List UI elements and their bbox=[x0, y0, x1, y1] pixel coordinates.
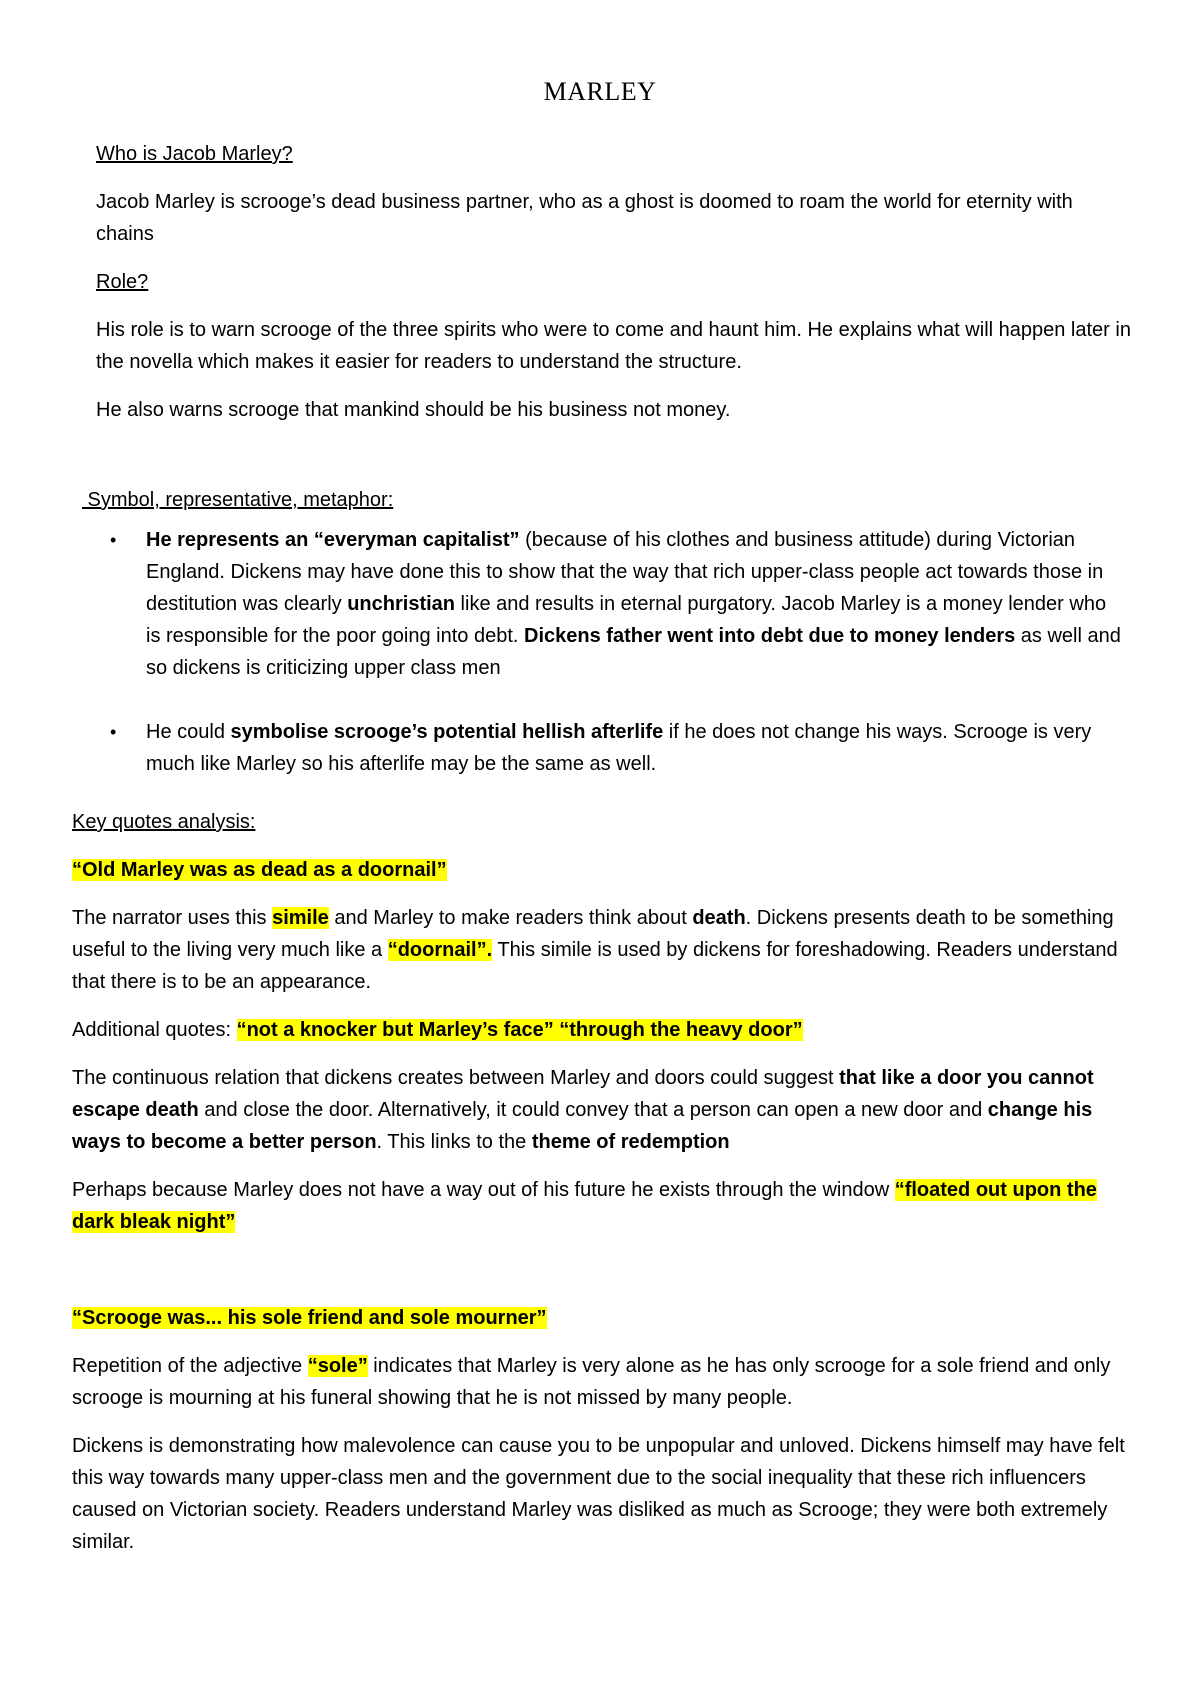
bullet1-bold-2: unchristian bbox=[347, 593, 455, 615]
symbol-bullet-list bbox=[110, 524, 1126, 780]
para2-text-2: and close the door. Alternatively, it could convey that a person can open a new door and bbox=[198, 1099, 988, 1121]
role-paragraph-2: He also warns scrooge that mankind should be his business not money. bbox=[96, 399, 731, 421]
additional-quotes-label: Additional quotes: bbox=[72, 1019, 237, 1041]
quote-2: “Scrooge was... his sole friend and sole mourner” bbox=[72, 1307, 547, 1329]
para1-text-1: The narrator uses this bbox=[72, 907, 273, 929]
bullet1-text-2: like and results in eternal purgatory. Jacob Marley is a money lender who is responsible for the poor going into debt. bbox=[146, 593, 1107, 647]
quote-1-line bbox=[72, 854, 1132, 886]
analysis-paragraph-3 bbox=[72, 1174, 1132, 1238]
para4-text-1: Repetition of the adjective bbox=[72, 1355, 308, 1377]
para2-text-1: The continuous relation that dickens creates between Marley and doors could suggest bbox=[72, 1067, 840, 1089]
para4-text-2: indicates that Marley is very alone as he has only scrooge for a sole friend and only scrooge is mourning at his funeral showing that he is not missed by many people. bbox=[72, 1355, 1111, 1409]
para2-bold-2: change his ways to become a better person bbox=[72, 1099, 1093, 1153]
bullet1-text-3: as well and so dickens is criticizing upper class men bbox=[146, 625, 1121, 679]
bullet1-bold-3: Dickens father went into debt due to money lenders bbox=[524, 625, 1016, 647]
who-heading: Who is Jacob Marley? bbox=[96, 143, 293, 165]
bullet1-text-1: (because of his clothes and business attitude) during Victorian England. Dickens may have done this to show that the way that rich upper-class people act towards those in destitution was clearly bbox=[146, 529, 1104, 615]
para1-text-4: This simile is used by dickens for foreshadowing. Readers understand that there is to be an appearance. bbox=[72, 939, 1118, 993]
symbol-heading: Symbol, representative, metaphor: bbox=[82, 489, 394, 511]
para2-text-3: . This links to the bbox=[376, 1131, 532, 1153]
who-paragraph: Jacob Marley is scrooge’s dead business partner, who as a ghost is doomed to roam the world for eternity with chains bbox=[96, 191, 1073, 245]
para4-highlight-1: “sole” bbox=[307, 1355, 368, 1377]
para1-text-3: . Dickens presents death to be something useful to the living very much like a bbox=[72, 907, 1114, 961]
para1-text-2: and Marley to make readers think about bbox=[328, 907, 693, 929]
page-title: MARLEY bbox=[543, 77, 657, 106]
para1-highlight-2: “doornail”. bbox=[387, 939, 493, 961]
list-item bbox=[110, 716, 1126, 780]
quote-1: “Old Marley was as dead as a doornail” bbox=[72, 859, 447, 881]
bullet-dot-icon: • bbox=[110, 722, 117, 742]
bullet2-text-1: He could bbox=[146, 721, 231, 743]
para2-bold-3: theme of redemption bbox=[531, 1131, 730, 1153]
analysis-paragraph-1 bbox=[72, 902, 1132, 998]
analysis-paragraph-4 bbox=[72, 1350, 1132, 1414]
quote-2-line bbox=[72, 1302, 1132, 1334]
para1-highlight-1: simile bbox=[272, 907, 329, 929]
bullet2-bold-1: symbolise scrooge’s potential hellish afterlife bbox=[230, 721, 664, 743]
para3-highlight-1: “floated out upon the dark bleak night” bbox=[72, 1179, 1097, 1233]
bullet-dot-icon: • bbox=[110, 530, 117, 550]
para3-text-1: Perhaps because Marley does not have a way out of his future he exists through the window bbox=[72, 1179, 895, 1201]
additional-quotes: “not a knocker but Marley’s face” “through the heavy door” bbox=[236, 1019, 803, 1041]
analysis-paragraph-2 bbox=[72, 1062, 1132, 1158]
analysis-paragraph-5: Dickens is demonstrating how malevolence can cause you to be unpopular and unloved. Dickens himself may have felt this way towards many upper-class men and the government due to the social inequality that these rich influencers caused on Victorian society. Readers understand Marley was disliked as much as Scrooge; they were both extremely similar. bbox=[72, 1435, 1125, 1553]
additional-quotes-line bbox=[72, 1014, 1132, 1046]
role-heading: Role? bbox=[96, 271, 149, 293]
quotes-heading: Key quotes analysis: bbox=[72, 811, 256, 833]
bullet2-text-2: if he does not change his ways. Scrooge is very much like Marley so his afterlife may be the same as well. bbox=[146, 721, 1092, 775]
para1-bold-1: death bbox=[692, 907, 746, 929]
bullet1-bold-1: He represents an “everyman capitalist” bbox=[146, 529, 520, 551]
para2-bold-1: that like a door you cannot escape death bbox=[72, 1067, 1094, 1121]
role-paragraph-1: His role is to warn scrooge of the three spirits who were to come and haunt him. He explains what will happen later in the novella which makes it easier for readers to understand the structure. bbox=[96, 319, 1131, 373]
list-item bbox=[110, 524, 1126, 684]
